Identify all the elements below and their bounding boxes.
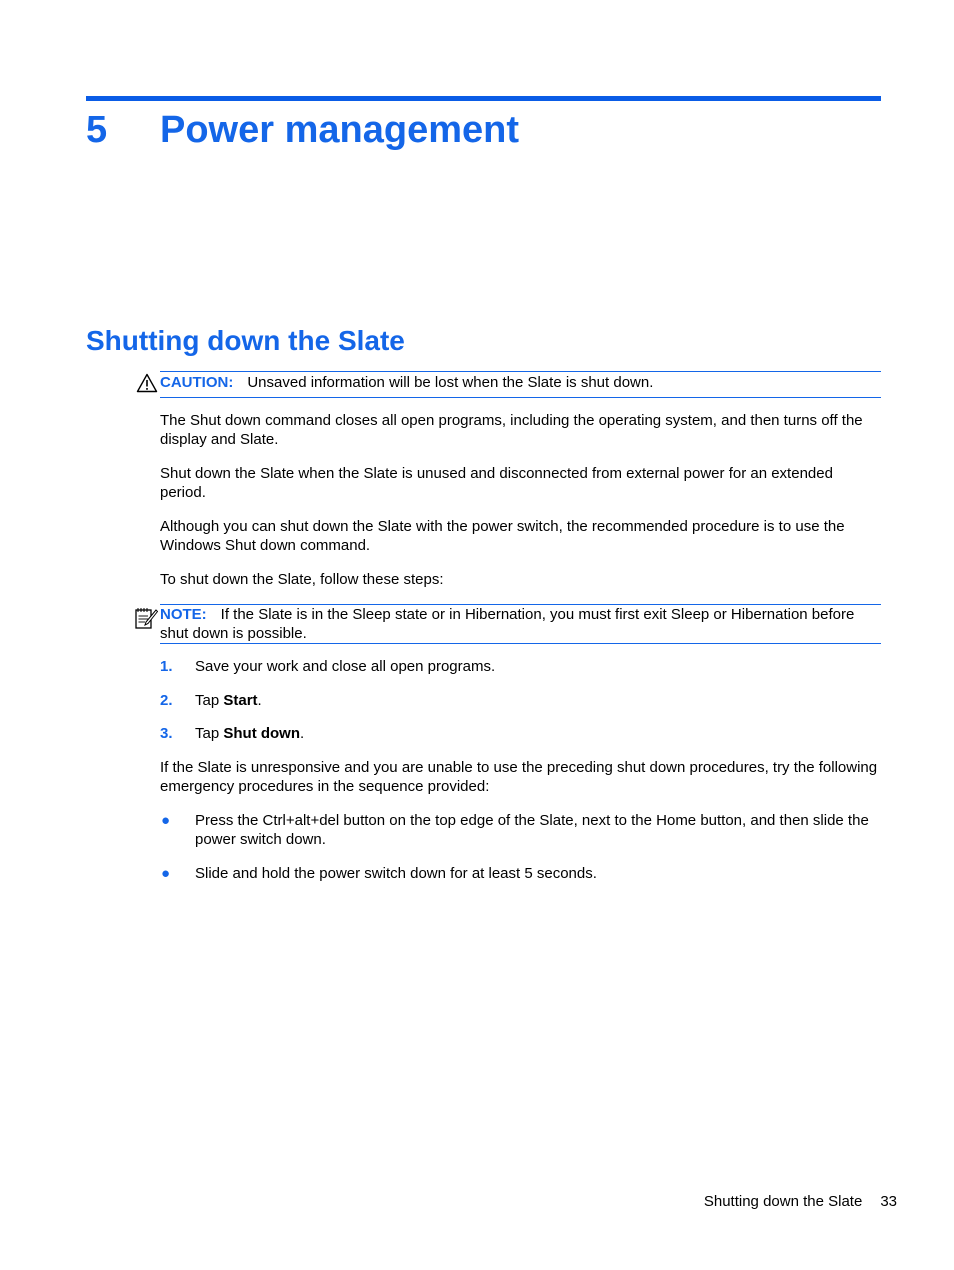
paragraph-shutdown-command: The Shut down command closes all open programs, including the operating system, and then turns off the display and Slate. [160,412,863,448]
step-number: 1. [160,658,173,675]
step-number: 3. [160,725,173,742]
section-heading: Shutting down the Slate [86,325,405,356]
paragraph-shutdown-when: Shut down the Slate when the Slate is unused and disconnected from external power for an extended period. [160,465,833,501]
caution-text: Unsaved information will be lost when the Slate is shut down. [247,374,654,391]
bullet-dot: ● [161,812,171,829]
step-text: Save your work and close all open programs. [195,658,496,675]
paragraph-power-switch: Although you can shut down the Slate with the power switch, the recommended procedure is to use the Windows Shut down command. [160,518,845,554]
chapter-rule [86,96,881,101]
warning-triangle-icon [136,373,158,398]
paragraph-steps-intro: To shut down the Slate, follow these steps: [160,571,444,588]
note-pad-icon [134,606,158,635]
note-text: If the Slate is in the Sleep state or in Hibernation, you must first exit Sleep or Hibernation before shut down is possible. [160,606,855,642]
step-text: Tap Shut down. [195,725,305,742]
page-number: 33 [880,1193,897,1210]
bullet-text: Press the Ctrl+alt+del button on the top edge of the Slate, next to the Home button, and then slide the power switch down. [195,812,869,848]
note-label: NOTE: [160,606,207,623]
note-callout [160,604,881,644]
step-number: 2. [160,692,173,709]
chapter-title-text: Power management [160,109,519,151]
caution-callout [160,371,881,398]
caution-label: CAUTION: [160,374,234,391]
bullet-text: Slide and hold the power switch down for at least 5 seconds. [195,865,597,882]
page-footer [640,1192,897,1211]
step-text: Tap Start. [195,692,262,709]
footer-section-title: Shutting down the Slate [703,1193,863,1210]
paragraph-emergency-intro: If the Slate is unresponsive and you are unable to use the preceding shut down procedures, try the following emergency procedures in the sequence provided: [160,759,878,795]
chapter-number: 5 [86,109,108,151]
bullet-dot: ● [161,865,171,882]
chapter-title [86,104,519,156]
